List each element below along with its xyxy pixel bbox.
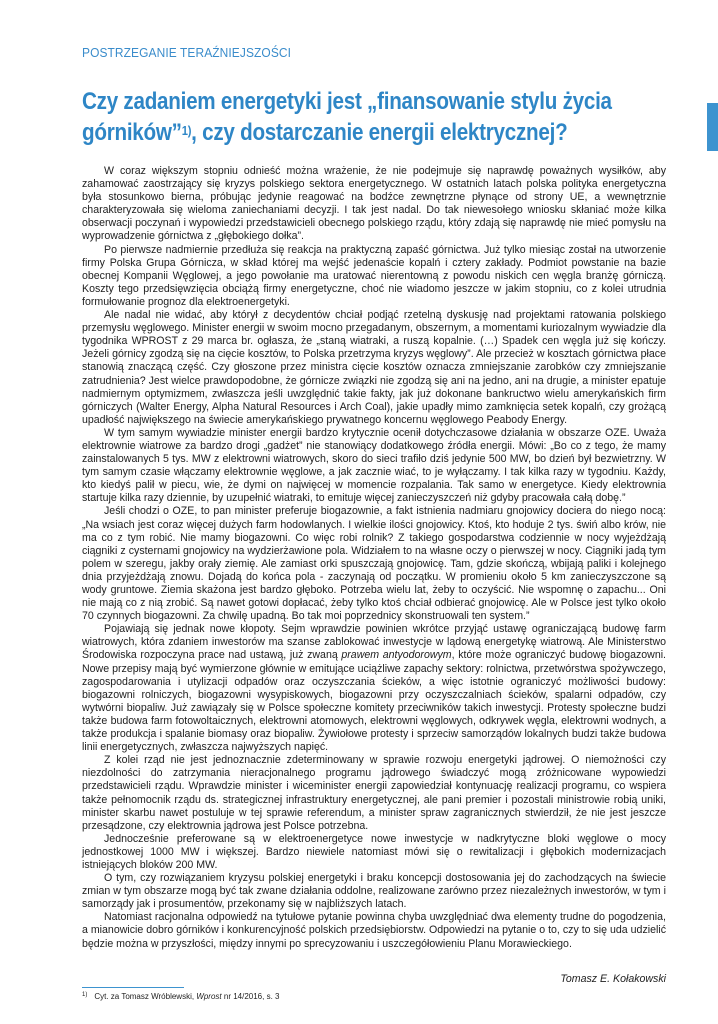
title-part-1: Czy zadaniem energetyki jest „finansowanie stylu życia górników” xyxy=(82,88,612,146)
side-accent-bar xyxy=(707,103,718,151)
paragraph-6-emphasis: prawem antyodorowym xyxy=(341,649,452,662)
paragraph-2: Po pierwsze nadmiernie przedłuża się reakcja na praktyczną zapaść górnictwa. Już tylko miesiąc został na utworzenie firmy Polska Grupa Górnicza, w skład której ma wejść jedenaście kopalń i cztery zakłady. Podmiot powstanie na bazie obecnej Kompanii Węglowej, a jego powołanie ma uratować nierentowną z powodu niskich cen węgla branżę górniczą. Koszty tego przedsięwzięcia obciążą firmy energetyczne, choć nie wiadomo jeszcze w jakim stopniu, co z kolei utrudnia formułowanie prognoz dla elektroenergetyki. xyxy=(82,243,666,308)
paragraph-6-part-2: , które może ograniczyć budowę biogazowni. Nowe przepisy mają być wymierzone głównie w emitujące uciążliwe zapachy sektory: rolnictwa, przetwórstwa spożywczego, zagospodarowania i utylizacji odpadów oraz oczyszczania ścieków, a więc istotnie ograniczyć możliwości budowy: biogazowni rolniczych, biogazowni wysypiskowych, biogazowni przy oczyszczalniach ścieków, spalarni odpadów, czy wytwórni biopaliw. Już zawiązały się w Polsce społeczne komitety przeciwników takich inwestycji. Protesty społeczne budzi także budowa farm fotowoltaicznych, elektrowni atomowych, elektrowni węglowych, odkrywek węgla, elektrowni wodnych, a także produkcja i spalanie biomasy oraz biopaliw. Żywiołowe protesty i sprzeciw samorządów lokalnych budzi także budowa linii energetycznych, zwłaszcza najwyższych napięć. xyxy=(82,649,667,754)
paragraph-6 xyxy=(82,623,666,754)
footnote-mark: 1) xyxy=(82,992,88,998)
paragraph-3: Ale nadal nie widać, aby którył z decydentów chciał podjąć rzetelną dyskusję nad projektami ratowania polskiego przemysłu węglowego. Minister energii w swoim mocno przegadanym, obszernym, a momentami kuriozalnym wywiadzie dla tygodnika WPROST z 29 marca br. ogłasza, że „staną wiatraki, a ruszą kopalnie. (…) Spadek cen węgla już się kończy. Jeżeli górnicy zgodzą się na cięcie kosztów, to Polska przetrzyma kryzys węglowy”. Ale przecież w kosztach górnictwa płace stanowią znaczącą część. Czy głoszone przez ministra cięcie kosztów oznacza zmniejszanie zarobków czy zmniejszanie zatrudnienia? Jest wielce prawdopodobne, że górnicze związki nie zgodzą się ani na jedno, ani na drugie, a minister epatuje nadmiernym optymizmem, zwłaszcza jeśli uwzględnić takie fakty, jak już dokonane bankructwo wielu amerykańskich firm górniczych (Walter Energy, Alpha Natural Resources i Arch Coal), jakie upadły mimo zamknięcia setek kopalń, czy grożącą upadłość największego na świecie amerykańskiego prywatnego koncernu węglowego Peabody Energy. xyxy=(82,309,666,426)
footnote-emphasis: Wprost xyxy=(196,992,222,1001)
paragraph-10: Natomiast racjonalna odpowiedź na tytułowe pytanie powinna chyba uwzględniać dwa elementy trudne do pogodzenia, a mianowicie dobro górników i konkurencyjność polskich przedsiębiorstw. Odpowiedzi na pytanie o to, czy to się uda udzielić będzie można w przyszłości, między innymi po sprecyzowaniu i uszczegółowieniu Planu Morawieckiego. xyxy=(82,911,666,950)
section-label: POSTRZEGANIE TERAŹNIEJSZOŚCI xyxy=(82,45,292,60)
footnote-divider xyxy=(82,987,184,988)
paragraph-1: W coraz większym stopniu odnieść można wrażenie, że nie podejmuje się naprawdę poważnych wysiłków, aby zahamować zaostrzający się kryzys polskiego sektora energetycznego. W ostatnich latach polska polityka energetyczna była stosunkowo bierna, próbując jedynie reagować na bodźce zewnętrzne płynące od strony UE, a wewnętrznie charakteryzowała się wieloma zaniechaniami decyzji. I tak jest nadal. Do tak niewesołego wniosku skłaniać może kilka obserwacji poczynań i wypowiedzi przedstawicieli obecnego polskiego rządu, który zdają się naprawdę nie mieć pomysłu na wyprowadzenie górnictwa z „głębokiego dołka”. xyxy=(82,165,666,243)
paragraph-6-part-1: Pojawiają się jednak nowe kłopoty. Sejm wprawdzie powinien wkrótce przyjąć ustawę ograniczającą budowę farm wiatrowych, która zdaniem inwestorów ma szanse zablokować inwestycje w lądową energetykę wiatrową. Ale Ministerstwo Środowiska rozpoczyna prace nad ustawą, już zwaną xyxy=(82,623,666,662)
paragraph-8: Jednocześnie preferowane są w elektroenergetyce nowe inwestycje w nadkrytyczne bloki węglowe o mocy jednostkowej 1000 MW i większej. Bardzo niewiele natomiast mówi się o rewitalizacji i głębokich modernizacjach istniejących bloków 200 MW. xyxy=(82,832,666,871)
paragraph-5: Jeśli chodzi o OZE, to pan minister preferuje biogazownie, a fakt istnienia nadmiaru gnojowicy dociera do niego nocą: „Na wsiach jest coraz więcej dużych farm hodowlanych. I wielkie ilości gnojowicy. Ktoś, kto hoduje 2 tys. świń albo krów, nie ma co z tym robić. Nie mamy biogazowni. Co więc robi rolnik? Z takiego gospodarstwa codziennie w nocy wyjeżdżają ciągniki z cysternami gnojowicy na wydzierżawione pola. Widziałem to na własne oczy o pierwszej w nocy. Ciągniki jadą tym polem w szeregu, jakby orały ziemię. Ale zamiast orki spuszczają gnojowicę. Tam, gdzie skończą, wbijają paliki i kolejnego dnia przyjeżdżają znowu. Dojadą do końca pola - zaczynają od początku. W promieniu około 5 km zanieczyszczone są wody gruntowe. Ziemia skażona jest bardzo głęboko. Potrzeba wielu lat, żeby to oczyścić. Nie wspomnę o zapachu... Oni nie mają co z nią zrobić. Są nawet gotowi dopłacać, żeby tylko ktoś chciał odbierać gnojowicę. Ale w Polsce jest tylko około 70 czynnych biogazowni. Za chwilę upadną. Bo tak moi poprzednicy skonstruowali ten system.” xyxy=(82,505,666,623)
title-footnote-ref[interactable]: 1) xyxy=(181,123,192,138)
paragraph-4: W tym samym wywiadzie minister energii bardzo krytycznie ocenił dotychczasowe działania w obszarze OZE. Uważa elektrownie wiatrowe za bardzo drogi „gadżet” nie stanowiący dodatkowego źródła energii. Mówi: „Bo co z tego, że mamy zainstalowanych 5 tys. MW z elektrowni wiatrowych, skoro do sieci trafiło dziś jedynie 500 MW, bo dzień był bezwietrzny. W tym samym czasie włączamy elektrownie węglowe, a jak zacznie wiać, to je wyłączamy. I tak kilka razy w tygodniu. Każdy, kto kiedyś palił w piecu, wie, że dymi on najwięcej w momencie rozpalania. Tak samo w energetyce. Kiedy elektrownia startuje kilka razy dziennie, by uzupełnić wiatraki, to emituje więcej zanieczyszczeń niż gdyby pracowała całą dobę.” xyxy=(82,426,666,505)
title-part-2: , czy dostarczanie energii elektrycznej? xyxy=(191,119,568,146)
footnote-text-2: nr 14/2016, s. 3 xyxy=(221,992,280,1001)
footnote-text-1: Cyt. za Tomasz Wróblewski, xyxy=(94,992,197,1001)
paragraph-7: Z kolei rząd nie jest jednoznacznie zdeterminowany w sprawie rozwoju energetyki jądrowej. O niemożności czy niezdolności do zatrzymania nieracjonalnego programu jądrowego świadczyć mogą zróżnicowane wypowiedzi przedstawicieli rządu. Wprawdzie minister i wiceminister energii zapowiedział kontynuację realizacji programu, co wspiera także pełnomocnik rządu ds. strategicznej infrastruktury energetycznej, ale pani premier i pozostali ministrowie robią uniki, minister skarbu nawet postuluje w tej sprawie referendum, a minister spraw zagranicznych stwierdził, że nie jest jeszcze przesądzone, czy elektrownia jądrowa jest Polsce potrzebna. xyxy=(82,754,666,832)
paragraph-9: O tym, czy rozwiązaniem kryzysu polskiej energetyki i braku koncepcji dostosowania jej do zachodzących na świecie zmian w tym obszarze mogą być tak zwane działania oddolne, realizowane zarówno przez niezależnych inwestorów, w tym i samorządy jak i prosumentów, przekonamy się w najbliższych latach. xyxy=(82,872,666,911)
footnote xyxy=(82,992,279,1001)
article-title xyxy=(82,86,632,148)
author-signature: Tomasz E. Kołakowski xyxy=(560,973,666,985)
article-body xyxy=(82,165,666,951)
